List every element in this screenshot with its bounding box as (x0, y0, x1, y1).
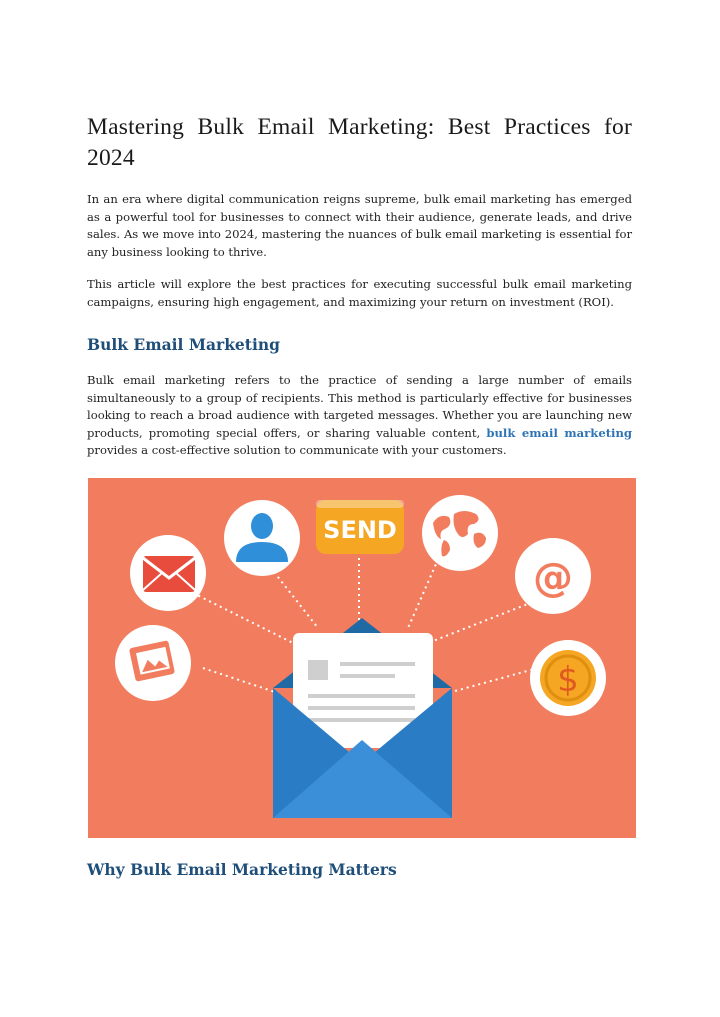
intro-paragraph-1: In an era where digital communication reigns supreme, bulk email marketing has emerged as a powerful tool for businesses to connect with their audience, generate leads, and drive sales. As we move into 2024, mastering the nuances of bulk email marketing is essential for any business looking to thrive. (87, 192, 632, 259)
page-title: Mastering Bulk Email Marketing: Best Practices for 2024 (87, 114, 632, 171)
section1-text-after-link: provides a cost-effective solution to communicate with your customers. (87, 443, 507, 458)
person-icon (224, 500, 300, 576)
bulk-email-marketing-link[interactable]: bulk email marketing (486, 425, 632, 440)
send-label: SEND (323, 516, 397, 544)
section1-paragraph (87, 372, 632, 460)
dollar-coin-icon (530, 640, 606, 716)
section1-text-before-link: Bulk email marketing refers to the practice of sending a large number of emails simultaneously to a group of recipients. This method is particularly effective for businesses looking to reach a broad audience with targeted messages. Whether you are launching new products, promoting special offers, or sharing valuable content, (87, 373, 632, 440)
send-badge (316, 500, 404, 554)
intro-paragraph-2: This article will explore the best practices for executing successful bulk email marketing campaigns, ensuring high engagement, and maximizing your return on investment (ROI). (87, 277, 632, 309)
bulk-email-illustration (88, 478, 636, 838)
dollar-symbol: $ (557, 660, 579, 700)
open-envelope-icon (273, 618, 452, 818)
at-icon (515, 538, 591, 614)
photo-icon (115, 625, 191, 701)
section-heading-why-matters: Why Bulk Email Marketing Matters (87, 860, 397, 879)
mail-icon (130, 535, 206, 611)
section-heading-bulk-email: Bulk Email Marketing (87, 335, 280, 354)
world-map-icon (422, 495, 498, 571)
at-symbol: @ (533, 555, 573, 601)
